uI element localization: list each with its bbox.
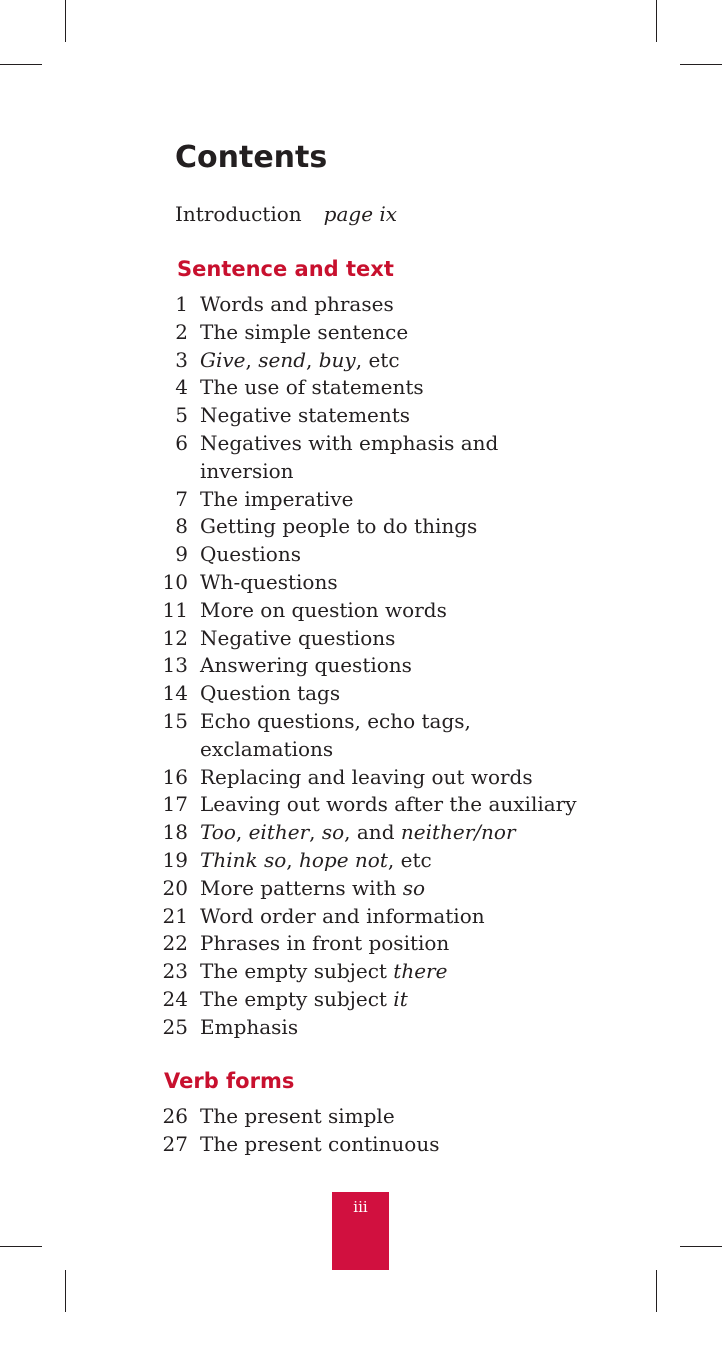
toc-entry-number: 2 (175, 319, 188, 344)
title-segment: , etc (387, 847, 432, 872)
title-segment: , (309, 820, 322, 845)
toc-entry[interactable] (160, 374, 577, 402)
toc-entry-title (200, 514, 477, 538)
toc-entry[interactable] (160, 625, 577, 653)
title-segment: Negative questions (200, 625, 396, 650)
title-segment: Phrases in front position (200, 931, 450, 956)
title-segment: Wh-questions (200, 569, 338, 594)
toc-entry-title (200, 570, 338, 594)
title-segment: , (245, 347, 259, 372)
toc-entry-title (200, 1132, 440, 1156)
title-segment: The present simple (200, 1104, 395, 1128)
page-number: iii (353, 1198, 368, 1216)
toc-entry[interactable] (160, 680, 577, 708)
toc-entry-title (200, 959, 447, 983)
title-segment: Echo questions, echo tags, (200, 708, 471, 733)
crop-mark-bottom-right (656, 1270, 657, 1312)
introduction-page: page ix (323, 202, 398, 226)
toc-entry-title-continuation: inversion (200, 458, 294, 483)
toc-entry-number: 15 (162, 708, 188, 733)
toc-entry[interactable] (160, 764, 577, 792)
title-segment: More patterns with (200, 875, 403, 900)
title-italic-segment: Too (200, 820, 236, 845)
title-segment: , and (344, 820, 401, 845)
toc-list-sentence-and-text (160, 291, 577, 1042)
title-italic-segment: buy (318, 347, 356, 372)
toc-entry[interactable] (160, 986, 577, 1014)
title-segment: Emphasis (200, 1014, 299, 1039)
toc-entry-number: 21 (162, 903, 188, 928)
page-title: Contents (175, 140, 328, 175)
toc-entry-number: 14 (162, 681, 188, 706)
toc-entry[interactable] (160, 291, 577, 319)
title-segment: , (235, 820, 249, 845)
crop-mark-top-right-h (680, 64, 722, 65)
toc-entry[interactable] (160, 903, 577, 931)
toc-entry-title (200, 681, 340, 705)
toc-entry-title (200, 848, 432, 872)
toc-entry-title (200, 375, 424, 399)
toc-entry-title (200, 431, 498, 483)
title-italic-segment: there (393, 959, 448, 984)
title-italic-segment: Give (200, 347, 246, 372)
title-italic-segment: hope not (299, 847, 388, 872)
title-italic-segment: it (393, 986, 408, 1011)
title-segment: The empty subject (200, 959, 394, 984)
introduction-entry[interactable] (175, 200, 397, 228)
crop-mark-top-right (656, 0, 657, 42)
title-segment: The imperative (200, 486, 354, 511)
toc-entry-number: 4 (175, 375, 188, 400)
toc-entry[interactable] (160, 708, 577, 764)
toc-entry-title-continuation: exclamations (200, 736, 334, 761)
title-segment: Question tags (200, 681, 341, 706)
toc-entry[interactable] (160, 1131, 440, 1159)
title-italic-segment: send (258, 347, 307, 372)
toc-entry-title (200, 653, 412, 677)
toc-entry[interactable] (160, 1014, 577, 1042)
toc-entry-title (200, 320, 408, 344)
title-segment: Answering questions (200, 653, 412, 678)
toc-entry-title (200, 1015, 298, 1039)
title-segment: , (306, 347, 319, 372)
toc-entry-title (200, 820, 516, 844)
title-segment: Questions (200, 542, 301, 567)
crop-mark-bottom-left (65, 1270, 66, 1312)
toc-entry-title (200, 487, 353, 511)
toc-entry[interactable] (160, 930, 577, 958)
toc-entry-title (200, 876, 425, 900)
toc-entry-number: 22 (162, 931, 188, 956)
title-segment: Getting people to do things (200, 514, 478, 539)
toc-entry-number: 10 (162, 569, 188, 594)
crop-mark-bottom-left-h (0, 1246, 42, 1247)
crop-mark-top-left-h (0, 64, 42, 65)
toc-entry-number: 18 (162, 820, 188, 845)
crop-mark-bottom-right-h (680, 1246, 722, 1247)
title-segment: Negative statements (200, 403, 411, 428)
toc-entry-number: 8 (175, 514, 188, 539)
toc-entry-number: 27 (162, 1131, 188, 1156)
toc-entry-title (200, 292, 394, 316)
toc-entry-number: 17 (162, 792, 188, 817)
toc-entry[interactable] (160, 402, 577, 430)
introduction-label: Introduction (175, 202, 302, 226)
toc-entry[interactable] (160, 847, 577, 875)
title-italic-segment: either (248, 820, 310, 845)
title-segment: , (286, 847, 299, 872)
toc-entry[interactable] (160, 569, 577, 597)
title-italic-segment: so (402, 875, 426, 900)
title-segment: Word order and information (200, 903, 485, 928)
toc-entry-title (200, 403, 410, 427)
toc-entry-number: 11 (162, 597, 188, 622)
toc-entry[interactable] (160, 597, 577, 625)
section-heading-verb-forms: Verb forms (164, 1069, 295, 1093)
toc-entry-number: 24 (162, 986, 188, 1011)
title-segment: The empty subject (200, 986, 394, 1011)
toc-entry[interactable] (160, 541, 577, 569)
crop-mark-top-left (65, 0, 66, 42)
toc-entry-number: 16 (162, 764, 188, 789)
toc-entry-title (200, 626, 395, 650)
title-segment: , etc (355, 347, 400, 372)
toc-entry-number: 23 (162, 959, 188, 984)
toc-entry-title (200, 987, 408, 1011)
title-segment: Replacing and leaving out words (200, 764, 533, 789)
title-segment: Words and phrases (200, 292, 394, 316)
toc-entry-number: 26 (162, 1104, 188, 1128)
toc-entry[interactable] (160, 652, 577, 680)
toc-entry[interactable] (160, 486, 577, 514)
toc-entry[interactable] (160, 1103, 440, 1131)
title-italic-segment: Think so (200, 847, 287, 872)
title-segment: More on question words (200, 597, 447, 622)
toc-entry[interactable] (160, 958, 577, 986)
toc-entry-number: 19 (162, 847, 188, 872)
title-segment: The present continuous (200, 1131, 440, 1156)
toc-entry[interactable] (160, 347, 577, 375)
toc-entry[interactable] (160, 513, 577, 541)
toc-entry-title (200, 904, 485, 928)
toc-entry-number: 1 (175, 292, 188, 316)
toc-entry-number: 9 (175, 542, 188, 567)
toc-list-verb-forms (160, 1103, 440, 1159)
toc-entry-title (200, 931, 449, 955)
toc-entry-number: 12 (162, 625, 188, 650)
toc-entry[interactable] (160, 319, 577, 347)
title-italic-segment: so (321, 820, 345, 845)
toc-entry-number: 25 (162, 1014, 188, 1039)
toc-entry[interactable] (160, 791, 577, 819)
toc-entry-number: 13 (162, 653, 188, 678)
toc-entry-number: 3 (175, 347, 188, 372)
toc-entry-title (200, 348, 400, 372)
title-italic-segment: neither/nor (400, 820, 516, 845)
toc-entry-number: 20 (162, 875, 188, 900)
title-segment: The use of statements (200, 375, 424, 400)
page-number-tab (332, 1192, 389, 1270)
section-heading-sentence-and-text: Sentence and text (177, 257, 394, 281)
toc-entry-title (200, 765, 533, 789)
title-segment: Negatives with emphasis and (200, 430, 499, 455)
toc-entry-number: 6 (175, 430, 188, 455)
toc-entry-title (200, 542, 301, 566)
toc-entry[interactable] (160, 875, 577, 903)
toc-entry-title (200, 709, 471, 761)
title-segment: Leaving out words after the auxiliary (200, 792, 577, 817)
toc-entry[interactable] (160, 430, 577, 486)
title-segment: The simple sentence (200, 319, 409, 344)
toc-entry-number: 7 (175, 486, 188, 511)
toc-entry-number: 5 (175, 403, 188, 428)
toc-entry-title (200, 1104, 395, 1128)
toc-entry[interactable] (160, 819, 577, 847)
toc-entry-title (200, 598, 447, 622)
toc-entry-title (200, 792, 577, 816)
